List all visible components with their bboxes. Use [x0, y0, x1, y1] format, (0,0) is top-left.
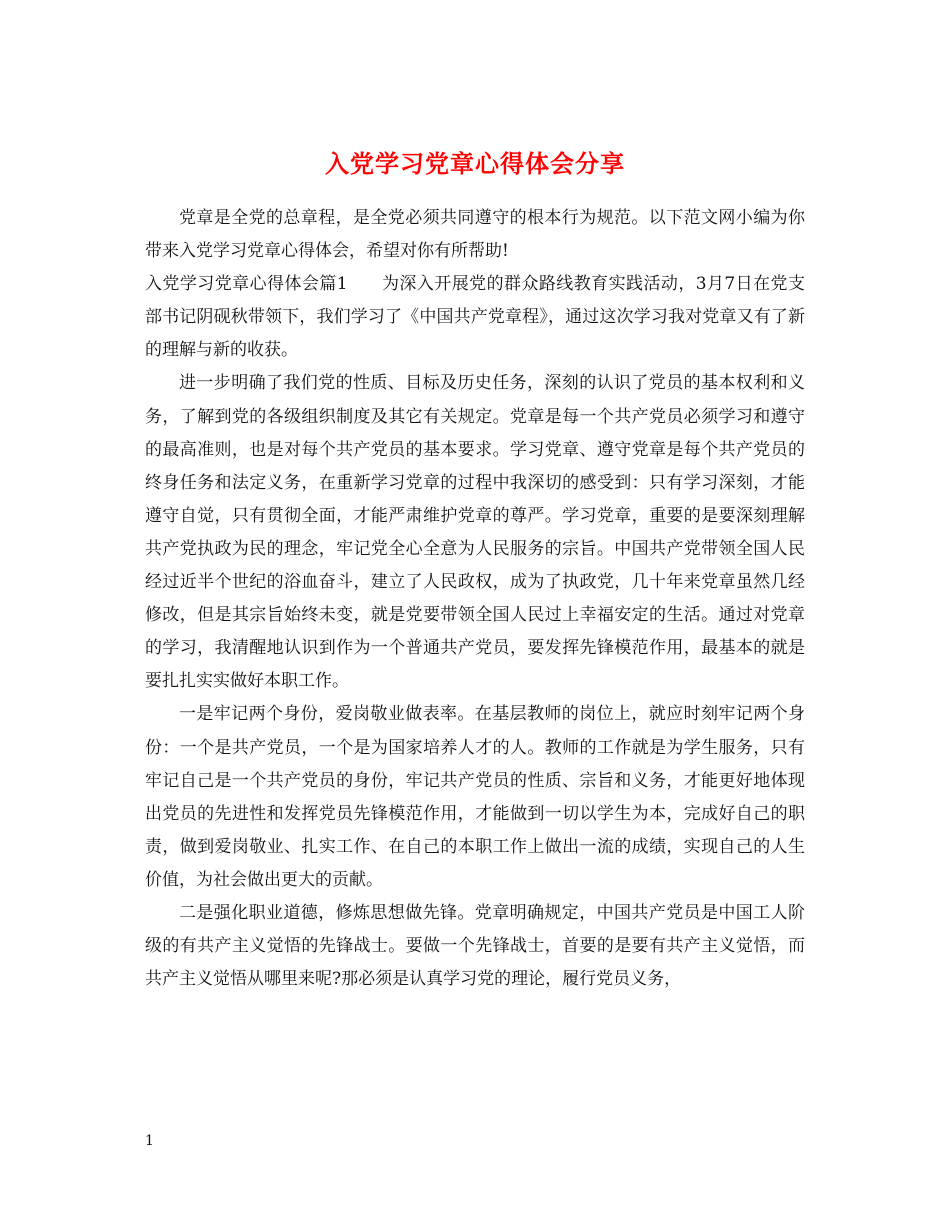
intro-paragraph: 党章是全党的总章程，是全党必须共同遵守的根本行为规范。以下范文网小编为你带来入党学习党章心得体会，希望对你有所帮助!: [145, 208, 805, 262]
section-first-text: 为深入开展党的群众路线教育实践活动，3月7日在党支部书记阴砚秋带领下，我们学习了《中国共产党章程》，通过这次学习我对党章又有了新的理解与新的收获。: [145, 274, 805, 361]
document-body: [145, 202, 805, 996]
section-heading: 入党学习党章心得体会篇1: [145, 274, 348, 295]
body-paragraph-3: 二是强化职业道德，修炼思想做先锋。党章明确规定，中国共产党员是中国工人阶级的有共产主义觉悟的先锋战士。要做一个先锋战士，首要的是要有共产主义觉悟，而共产主义觉悟从哪里来呢?那必须是认真学习党的理论，履行党员义务，: [145, 902, 805, 990]
body-paragraph-2: 一是牢记两个身份，爱岗敬业做表率。在基层教师的岗位上，就应时刻牢记两个身份：一个是共产党员，一个是为国家培养人才的人。教师的工作就是为学生服务，只有牢记自己是一个共产党员的身份，牢记共产党员的性质、宗旨和义务，才能更好地体现出党员的先进性和发挥党员先锋模范作用，才能做到一切以学生为本，完成好自己的职责，做到爱岗敬业、扎实工作、在自己的本职工作上做出一流的成绩，实现自己的人生价值，为社会做出更大的贡献。: [145, 704, 805, 890]
body-paragraph-1: 进一步明确了我们党的性质、目标及历史任务，深刻的认识了党员的基本权利和义务，了解到党的各级组织制度及其它有关规定。党章是每一个共产党员必须学习和遵守的最高准则，也是对每个共产党员的基本要求。学习党章、遵守党章是每个共产党员的终身任务和法定义务，在重新学习党章的过程中我深切的感受到：只有学习深刻，才能遵守自觉，只有贯彻全面，才能严肃维护党章的尊严。学习党章，重要的是要深刻理解共产党执政为民的理念，牢记党全心全意为人民服务的宗旨。中国共产党带领全国人民经过近半个世纪的浴血奋斗，建立了人民政权，成为了执政党，几十年来党章虽然几经修改，但是其宗旨始终未变，就是党要带领全国人民过上幸福安定的生活。通过对党章的学习，我清醒地认识到作为一个普通共产党员，要发挥先锋模范作用，最基本的就是要扎扎实实做好本职工作。: [145, 373, 805, 692]
document-title: 入党学习党章心得体会分享: [325, 149, 625, 179]
section-paragraph: [145, 268, 805, 367]
page-number: 1: [145, 1133, 154, 1149]
